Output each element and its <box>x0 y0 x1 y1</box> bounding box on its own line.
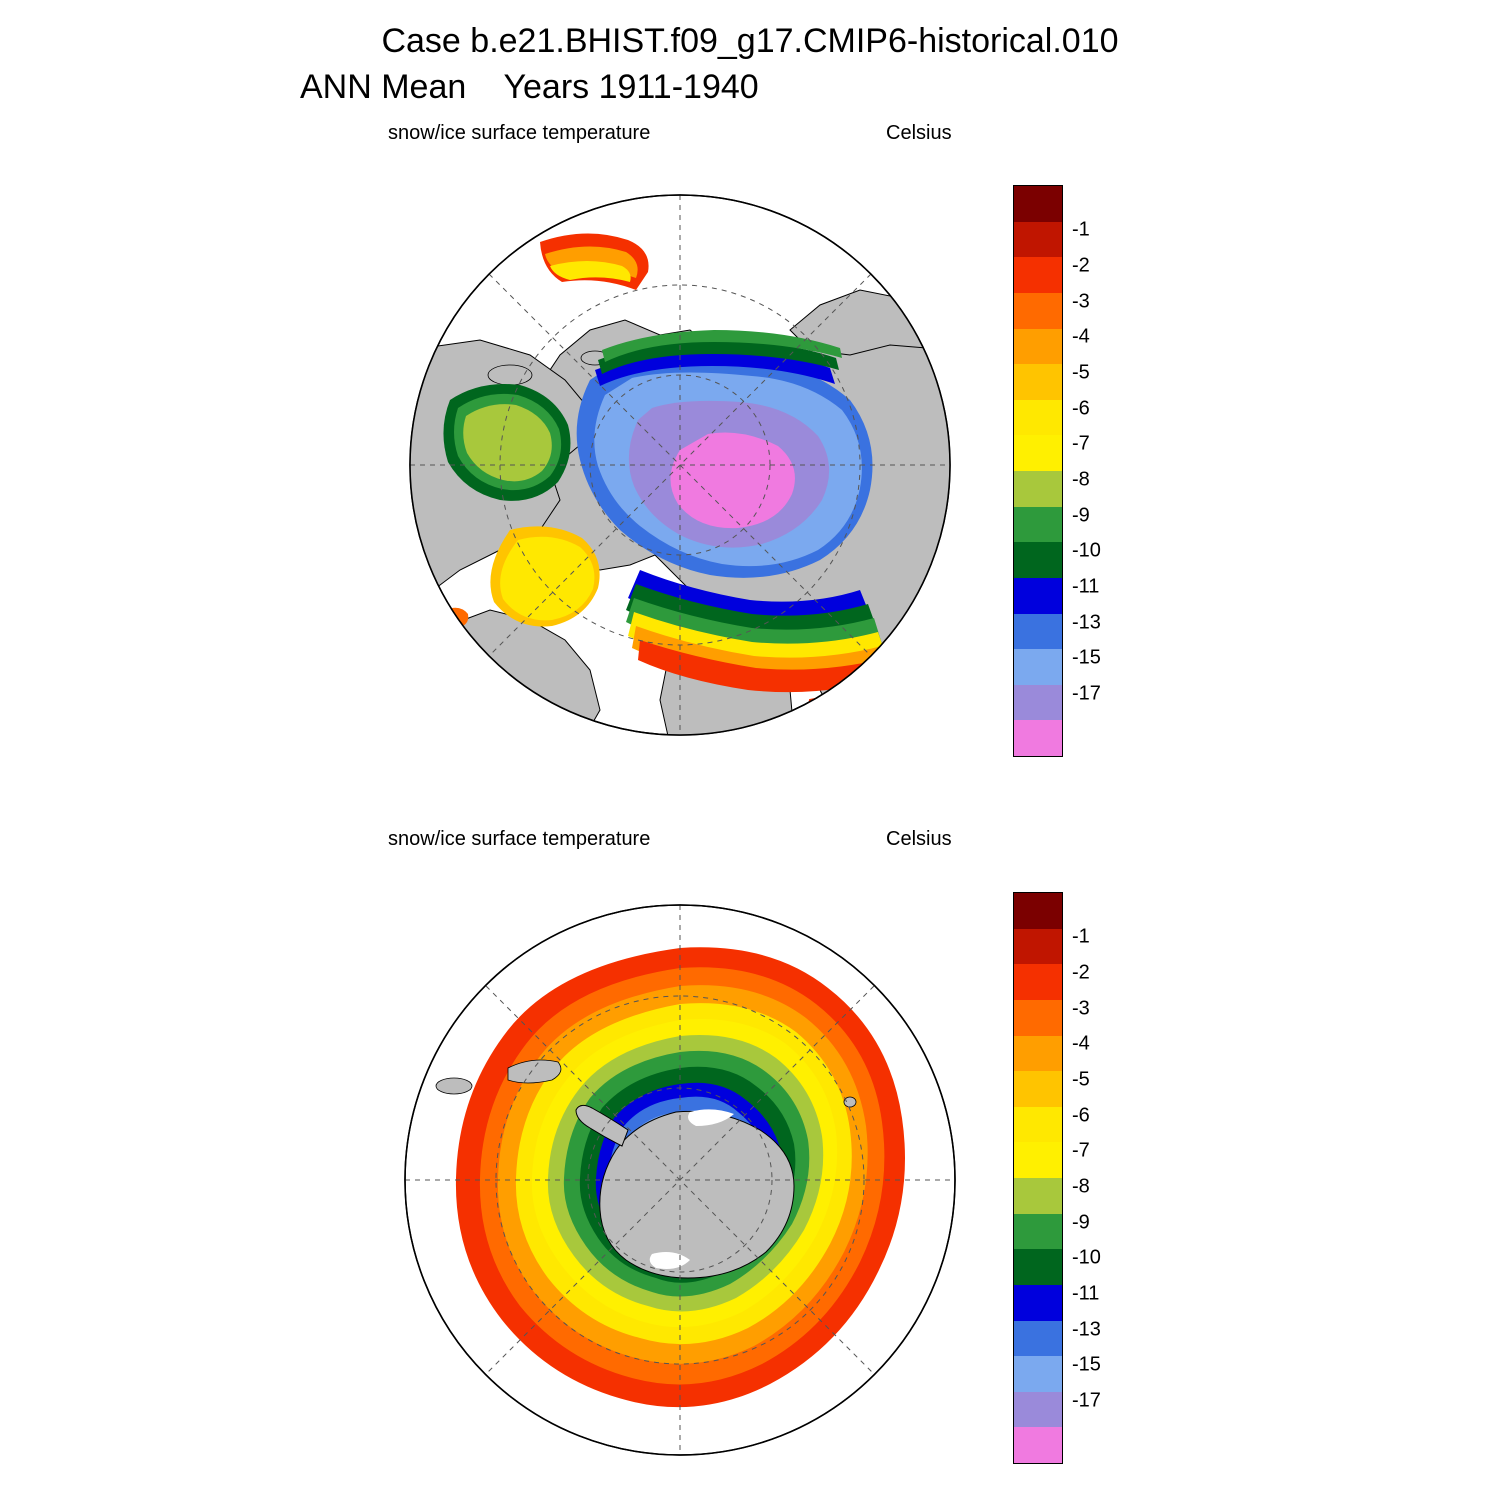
chart-title-block <box>0 18 1500 110</box>
colorbar-tick: -17 <box>1072 1389 1101 1412</box>
colorbar-segment <box>1014 507 1062 543</box>
colorbar-tick: -1 <box>1072 925 1090 948</box>
colorbar-tick: -8 <box>1072 1175 1090 1198</box>
title-line-1: Case b.e21.BHIST.f09_g17.CMIP6-historical.010 <box>381 22 1119 60</box>
colorbar-segment <box>1014 471 1062 507</box>
colorbar-tick: -5 <box>1072 361 1090 384</box>
colorbar-tick: -15 <box>1072 1353 1101 1376</box>
colorbar-tick: -13 <box>1072 1318 1101 1341</box>
panel-1-colorbar <box>1013 185 1063 757</box>
colorbar-segment <box>1014 222 1062 258</box>
panel-1-colorbar-ticks <box>1072 185 1152 755</box>
colorbar-segment <box>1014 1321 1062 1357</box>
title-line-2: ANN Mean Years 1911-1940 <box>300 68 759 106</box>
colorbar-segment <box>1014 614 1062 650</box>
colorbar-tick: -6 <box>1072 1104 1090 1127</box>
colorbar-segment <box>1014 893 1062 929</box>
panel-2-variable-label: snow/ice surface temperature <box>388 828 651 850</box>
colorbar-tick: -9 <box>1072 504 1090 527</box>
colorbar-segment <box>1014 578 1062 614</box>
colorbar-segment <box>1014 329 1062 365</box>
colorbar-tick: -13 <box>1072 611 1101 634</box>
colorbar-segment <box>1014 257 1062 293</box>
panel-1-variable-label: snow/ice surface temperature <box>388 122 651 144</box>
colorbar-tick: -3 <box>1072 997 1090 1020</box>
colorbar-tick: -9 <box>1072 1211 1090 1234</box>
colorbar-segment <box>1014 1178 1062 1214</box>
colorbar-segment <box>1014 1142 1062 1178</box>
panel-2-colorbar-ticks <box>1072 892 1152 1462</box>
colorbar-segment <box>1014 293 1062 329</box>
colorbar-tick: -4 <box>1072 1032 1090 1055</box>
panel-2-colorbar <box>1013 892 1063 1464</box>
colorbar-tick: -7 <box>1072 432 1090 455</box>
arctic-map <box>390 170 970 750</box>
colorbar-tick: -11 <box>1072 575 1100 598</box>
colorbar-segment <box>1014 1107 1062 1143</box>
colorbar-segment <box>1014 720 1062 756</box>
colorbar-segment <box>1014 1285 1062 1321</box>
colorbar-tick: -8 <box>1072 468 1090 491</box>
colorbar-tick: -2 <box>1072 254 1090 277</box>
colorbar-tick: -2 <box>1072 961 1090 984</box>
colorbar-tick: -10 <box>1072 539 1101 562</box>
colorbar-segment <box>1014 1356 1062 1392</box>
antarctic-map <box>390 880 970 1480</box>
colorbar-segment <box>1014 400 1062 436</box>
colorbar-tick: -17 <box>1072 682 1101 705</box>
colorbar-tick: -3 <box>1072 290 1090 313</box>
colorbar-segment <box>1014 1000 1062 1036</box>
colorbar-segment <box>1014 364 1062 400</box>
colorbar-segment <box>1014 542 1062 578</box>
colorbar-tick: -7 <box>1072 1139 1090 1162</box>
colorbar-segment <box>1014 929 1062 965</box>
colorbar-segment <box>1014 649 1062 685</box>
colorbar-segment <box>1014 1214 1062 1250</box>
colorbar-segment <box>1014 1249 1062 1285</box>
colorbar-segment <box>1014 1392 1062 1428</box>
colorbar-segment <box>1014 435 1062 471</box>
colorbar-segment <box>1014 964 1062 1000</box>
colorbar-tick: -4 <box>1072 325 1090 348</box>
colorbar-segment <box>1014 685 1062 721</box>
colorbar-tick: -15 <box>1072 646 1101 669</box>
colorbar-segment <box>1014 1071 1062 1107</box>
colorbar-tick: -11 <box>1072 1282 1100 1305</box>
colorbar-tick: -5 <box>1072 1068 1090 1091</box>
colorbar-segment <box>1014 1036 1062 1072</box>
panel-2-units-label: Celsius <box>886 828 952 850</box>
colorbar-segment <box>1014 1427 1062 1463</box>
panel-1-units-label: Celsius <box>886 122 952 144</box>
colorbar-segment <box>1014 186 1062 222</box>
colorbar-tick: -6 <box>1072 397 1090 420</box>
colorbar-tick: -1 <box>1072 218 1090 241</box>
colorbar-tick: -10 <box>1072 1246 1101 1269</box>
